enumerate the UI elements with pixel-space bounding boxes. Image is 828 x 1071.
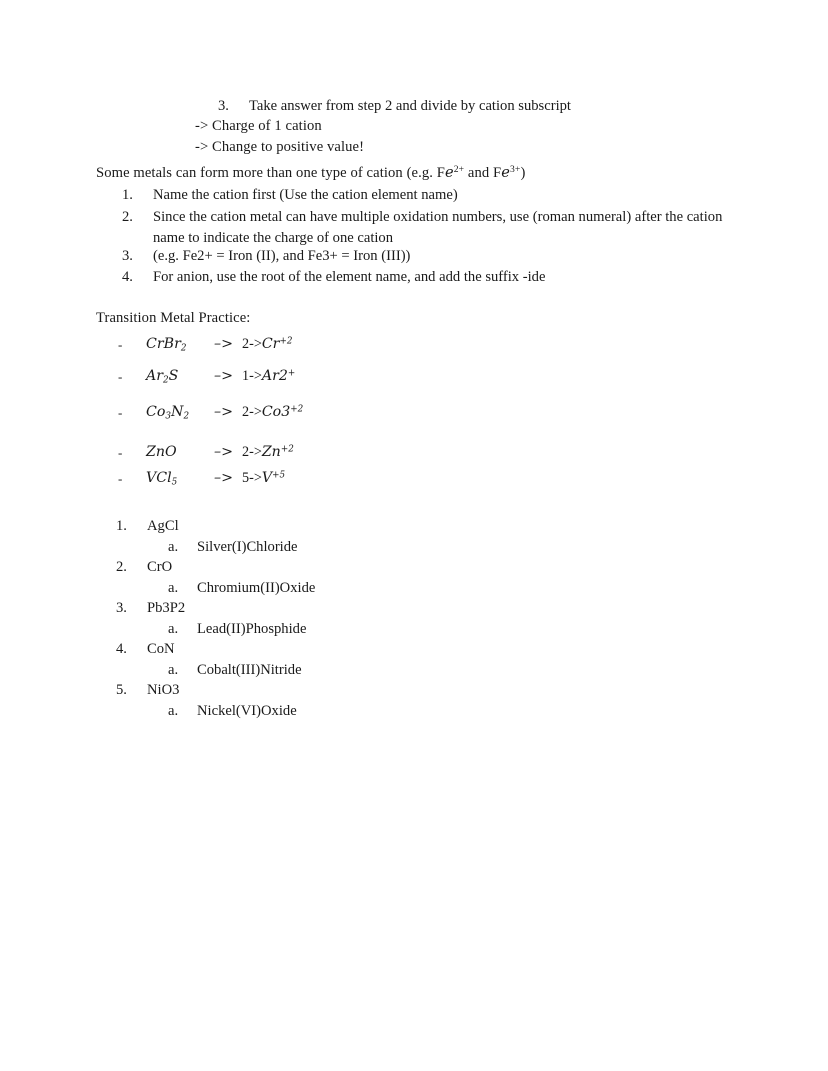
step-3-text: Take answer from step 2 and divide by cation subscript (249, 98, 571, 114)
practice-formula-1: CrBr$_2$ (146, 336, 187, 354)
cation-intro-middle: and F (464, 165, 502, 181)
naming-rule-2-marker: 2. (122, 209, 133, 225)
answer-3-marker: 3. (116, 600, 127, 616)
step-3-item (218, 98, 571, 115)
answer-sub-3 (168, 621, 306, 638)
naming-rule-2-text: Since the cation metal can have multiple oxidation numbers, use (roman numeral) after the cation name to indicate the charge of one cation (153, 209, 723, 246)
practice-formula-2: $Ar_2S$ (146, 368, 179, 386)
step-3-marker: 3. (218, 98, 229, 114)
naming-rule-1 (122, 187, 458, 204)
practice-result-4: $2->Zn^{+2}$ (242, 444, 294, 460)
answer-4-formula: CoN (147, 641, 175, 657)
practice-bullet-4: - (118, 445, 123, 460)
answer-2-sub-marker: a. (168, 580, 179, 596)
answer-sub-1 (168, 539, 298, 556)
practice-item-3 (118, 404, 303, 421)
answer-3-name: Lead(II)Phosphide (197, 621, 307, 637)
practice-result-1: $2->Cr^{+2}$ (242, 336, 293, 352)
answer-2-marker: 2. (116, 559, 127, 575)
answer-5-sub-marker: a. (168, 703, 179, 719)
practice-arrow-2: –> (214, 368, 233, 384)
answer-2-formula: CrO (147, 559, 173, 575)
answer-4-marker: 4. (116, 641, 127, 657)
naming-rule-2 (122, 207, 734, 249)
cation-intro-sup1: 2+ (453, 164, 465, 175)
naming-rule-1-text: Name the cation first (Use the cation element name) (153, 187, 458, 203)
answer-4-name: Cobalt(III)Nitride (197, 662, 302, 678)
practice-formula-5: VCl$_5$ (146, 470, 178, 488)
naming-rule-3-text: (e.g. Fe2+ = Iron (II), and Fe3+ = Iron (III)) (153, 248, 411, 264)
cation-intro-prefix: Some metals can form more than one type of cation (e.g. F (96, 165, 445, 181)
cation-intro-e1: e (444, 164, 454, 181)
answer-item-2 (116, 559, 172, 576)
cation-intro-suffix: ) (520, 165, 526, 181)
answer-5-marker: 5. (116, 682, 127, 698)
practice-item-5 (118, 470, 285, 487)
naming-rule-1-marker: 1. (122, 187, 133, 203)
cation-intro-sup2: 3+ (510, 164, 521, 175)
practice-formula-3: $Co_3N_2$ (146, 404, 190, 422)
answer-1-marker: 1. (116, 518, 127, 534)
practice-arrow-4: –> (214, 444, 233, 460)
sub-line-positive: -> Change to positive value! (195, 139, 365, 155)
answer-5-name: Nickel(VI)Oxide (197, 703, 297, 719)
practice-heading: Transition Metal Practice: (96, 310, 251, 326)
practice-result-5: $5->V^{+5}$ (242, 470, 286, 486)
naming-rule-3 (122, 248, 410, 265)
answer-item-4 (116, 641, 175, 658)
answer-sub-5 (168, 703, 297, 720)
answer-3-sub-marker: a. (168, 621, 179, 637)
practice-bullet-2: - (118, 369, 123, 384)
answer-sub-2 (168, 580, 315, 597)
practice-item-2 (118, 368, 295, 385)
sub-line-charge: -> Charge of 1 cation (195, 118, 322, 134)
practice-bullet-5: - (118, 471, 123, 486)
answer-1-formula: AgCl (147, 518, 179, 534)
answer-2-name: Chromium(II)Oxide (197, 580, 316, 596)
answer-5-formula: NiO3 (147, 682, 180, 698)
practice-arrow-5: –> (214, 470, 233, 486)
answer-item-1 (116, 518, 179, 535)
practice-item-4 (118, 444, 294, 461)
practice-arrow-3: –> (214, 404, 233, 420)
practice-bullet-1: - (118, 337, 123, 352)
practice-arrow-1: –> (214, 336, 233, 352)
practice-formula-4: ZnO (146, 444, 177, 460)
answer-4-sub-marker: a. (168, 662, 179, 678)
practice-result-2: 1->Ar2+ (242, 368, 296, 384)
answer-item-3 (116, 600, 185, 617)
cation-intro-paragraph (96, 166, 525, 181)
practice-result-3: $2->Co3^{+2}$ (242, 404, 304, 420)
answer-1-sub-marker: a. (168, 539, 179, 555)
naming-rule-4 (122, 269, 545, 286)
practice-item-1 (118, 336, 292, 353)
cation-intro-e2: e (501, 164, 511, 181)
naming-rule-4-text: For anion, use the root of the element name, and add the suffix -ide (153, 269, 546, 285)
naming-rule-3-marker: 3. (122, 248, 133, 264)
answer-3-formula: Pb3P2 (147, 600, 186, 616)
practice-bullet-3: - (118, 405, 123, 420)
answer-1-name: Silver(I)Chloride (197, 539, 298, 555)
answer-sub-4 (168, 662, 302, 679)
answer-item-5 (116, 682, 179, 699)
naming-rule-4-marker: 4. (122, 269, 133, 285)
